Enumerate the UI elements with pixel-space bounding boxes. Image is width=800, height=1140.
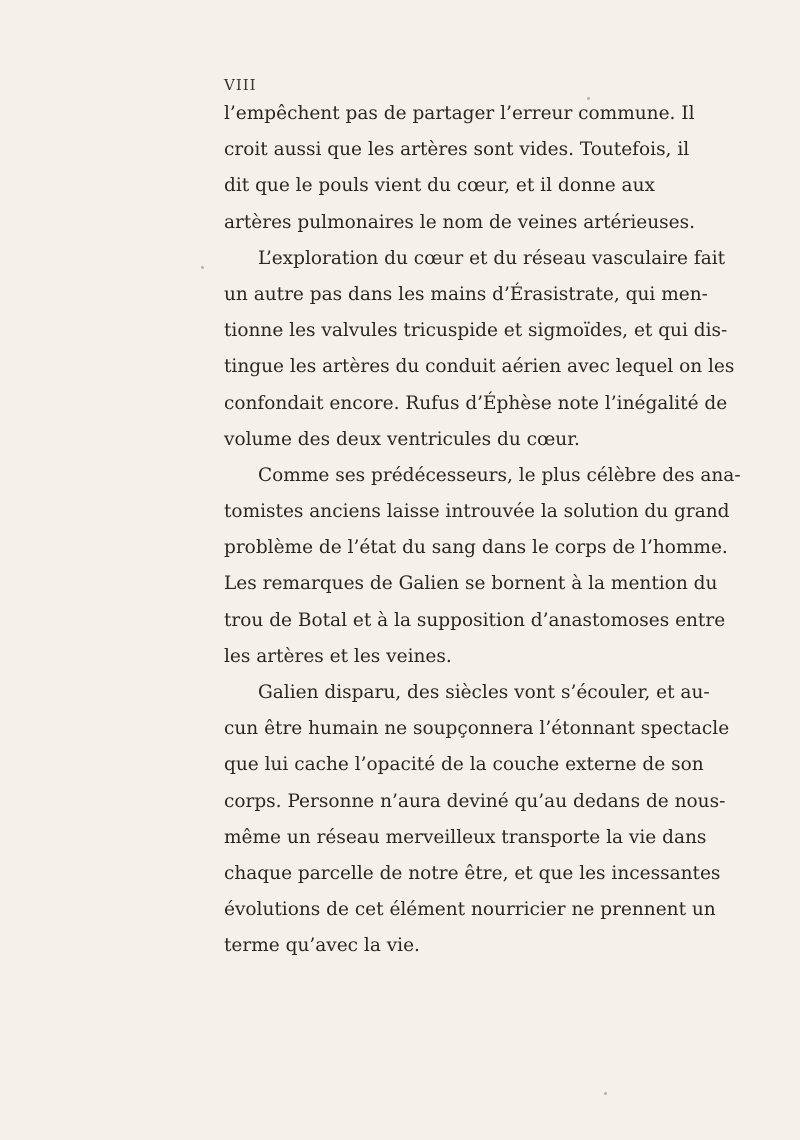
text-line: problème de l’état du sang dans le corps de l’homme. — [224, 537, 728, 559]
paper-speck — [604, 1092, 607, 1095]
text-line: cun être humain ne soupçonnera l’étonnant spectacle — [224, 718, 730, 740]
text-line: croit aussi que les artères sont vides. Toutefois, il — [224, 139, 690, 161]
paper-speck — [587, 97, 590, 100]
text-line: L’exploration du cœur et du réseau vasculaire fait — [258, 247, 726, 269]
text-line: volume des deux ventricules du cœur. — [224, 428, 580, 450]
text-line: un autre pas dans les mains d’Érasistrate, qui men- — [224, 283, 708, 305]
text-line: Galien disparu, des siècles vont s’écouler, et au- — [258, 682, 710, 703]
text-line: chaque parcelle de notre être, et que les incessantes — [224, 862, 721, 884]
text-line: tomistes anciens laisse introuvée la solution du grand — [224, 501, 730, 523]
text-line: que lui cache l’opacité de la couche externe de son — [224, 754, 704, 776]
text-line: corps. Personne n’aura deviné qu’au dedans de nous- — [224, 790, 726, 812]
text-line: Les remarques de Galien se bornent à la mention du — [224, 573, 718, 595]
text-line: trou de Botal et à la supposition d’anastomoses entre — [224, 609, 726, 631]
text-line: les artères et les veines. — [224, 645, 452, 667]
text-line: Comme ses prédécesseurs, le plus célèbre des ana- — [258, 464, 741, 486]
body-text — [224, 96, 741, 965]
text-line: tionne les valvules tricuspide et sigmoïdes, et qui dis- — [224, 320, 728, 342]
text-line: même un réseau merveilleux transporte la vie dans — [224, 826, 707, 848]
paper-speck — [201, 266, 204, 269]
text-line: confondait encore. Rufus d’Éphèse note l’inégalité de — [224, 392, 728, 414]
text-line: tingue les artères du conduit aérien avec lequel on les — [224, 356, 735, 378]
text-line: l’empêchent pas de partager l’erreur commune. Il — [224, 103, 695, 124]
text-line: dit que le pouls vient du cœur, et il donne aux — [224, 175, 655, 197]
text-line: artères pulmonaires le nom de veines artérieuses. — [224, 211, 695, 233]
text-line: évolutions de cet élément nourricier ne prennent un — [224, 899, 716, 921]
text-line: terme qu’avec la vie. — [224, 935, 420, 957]
page-number: VIII — [224, 76, 257, 94]
